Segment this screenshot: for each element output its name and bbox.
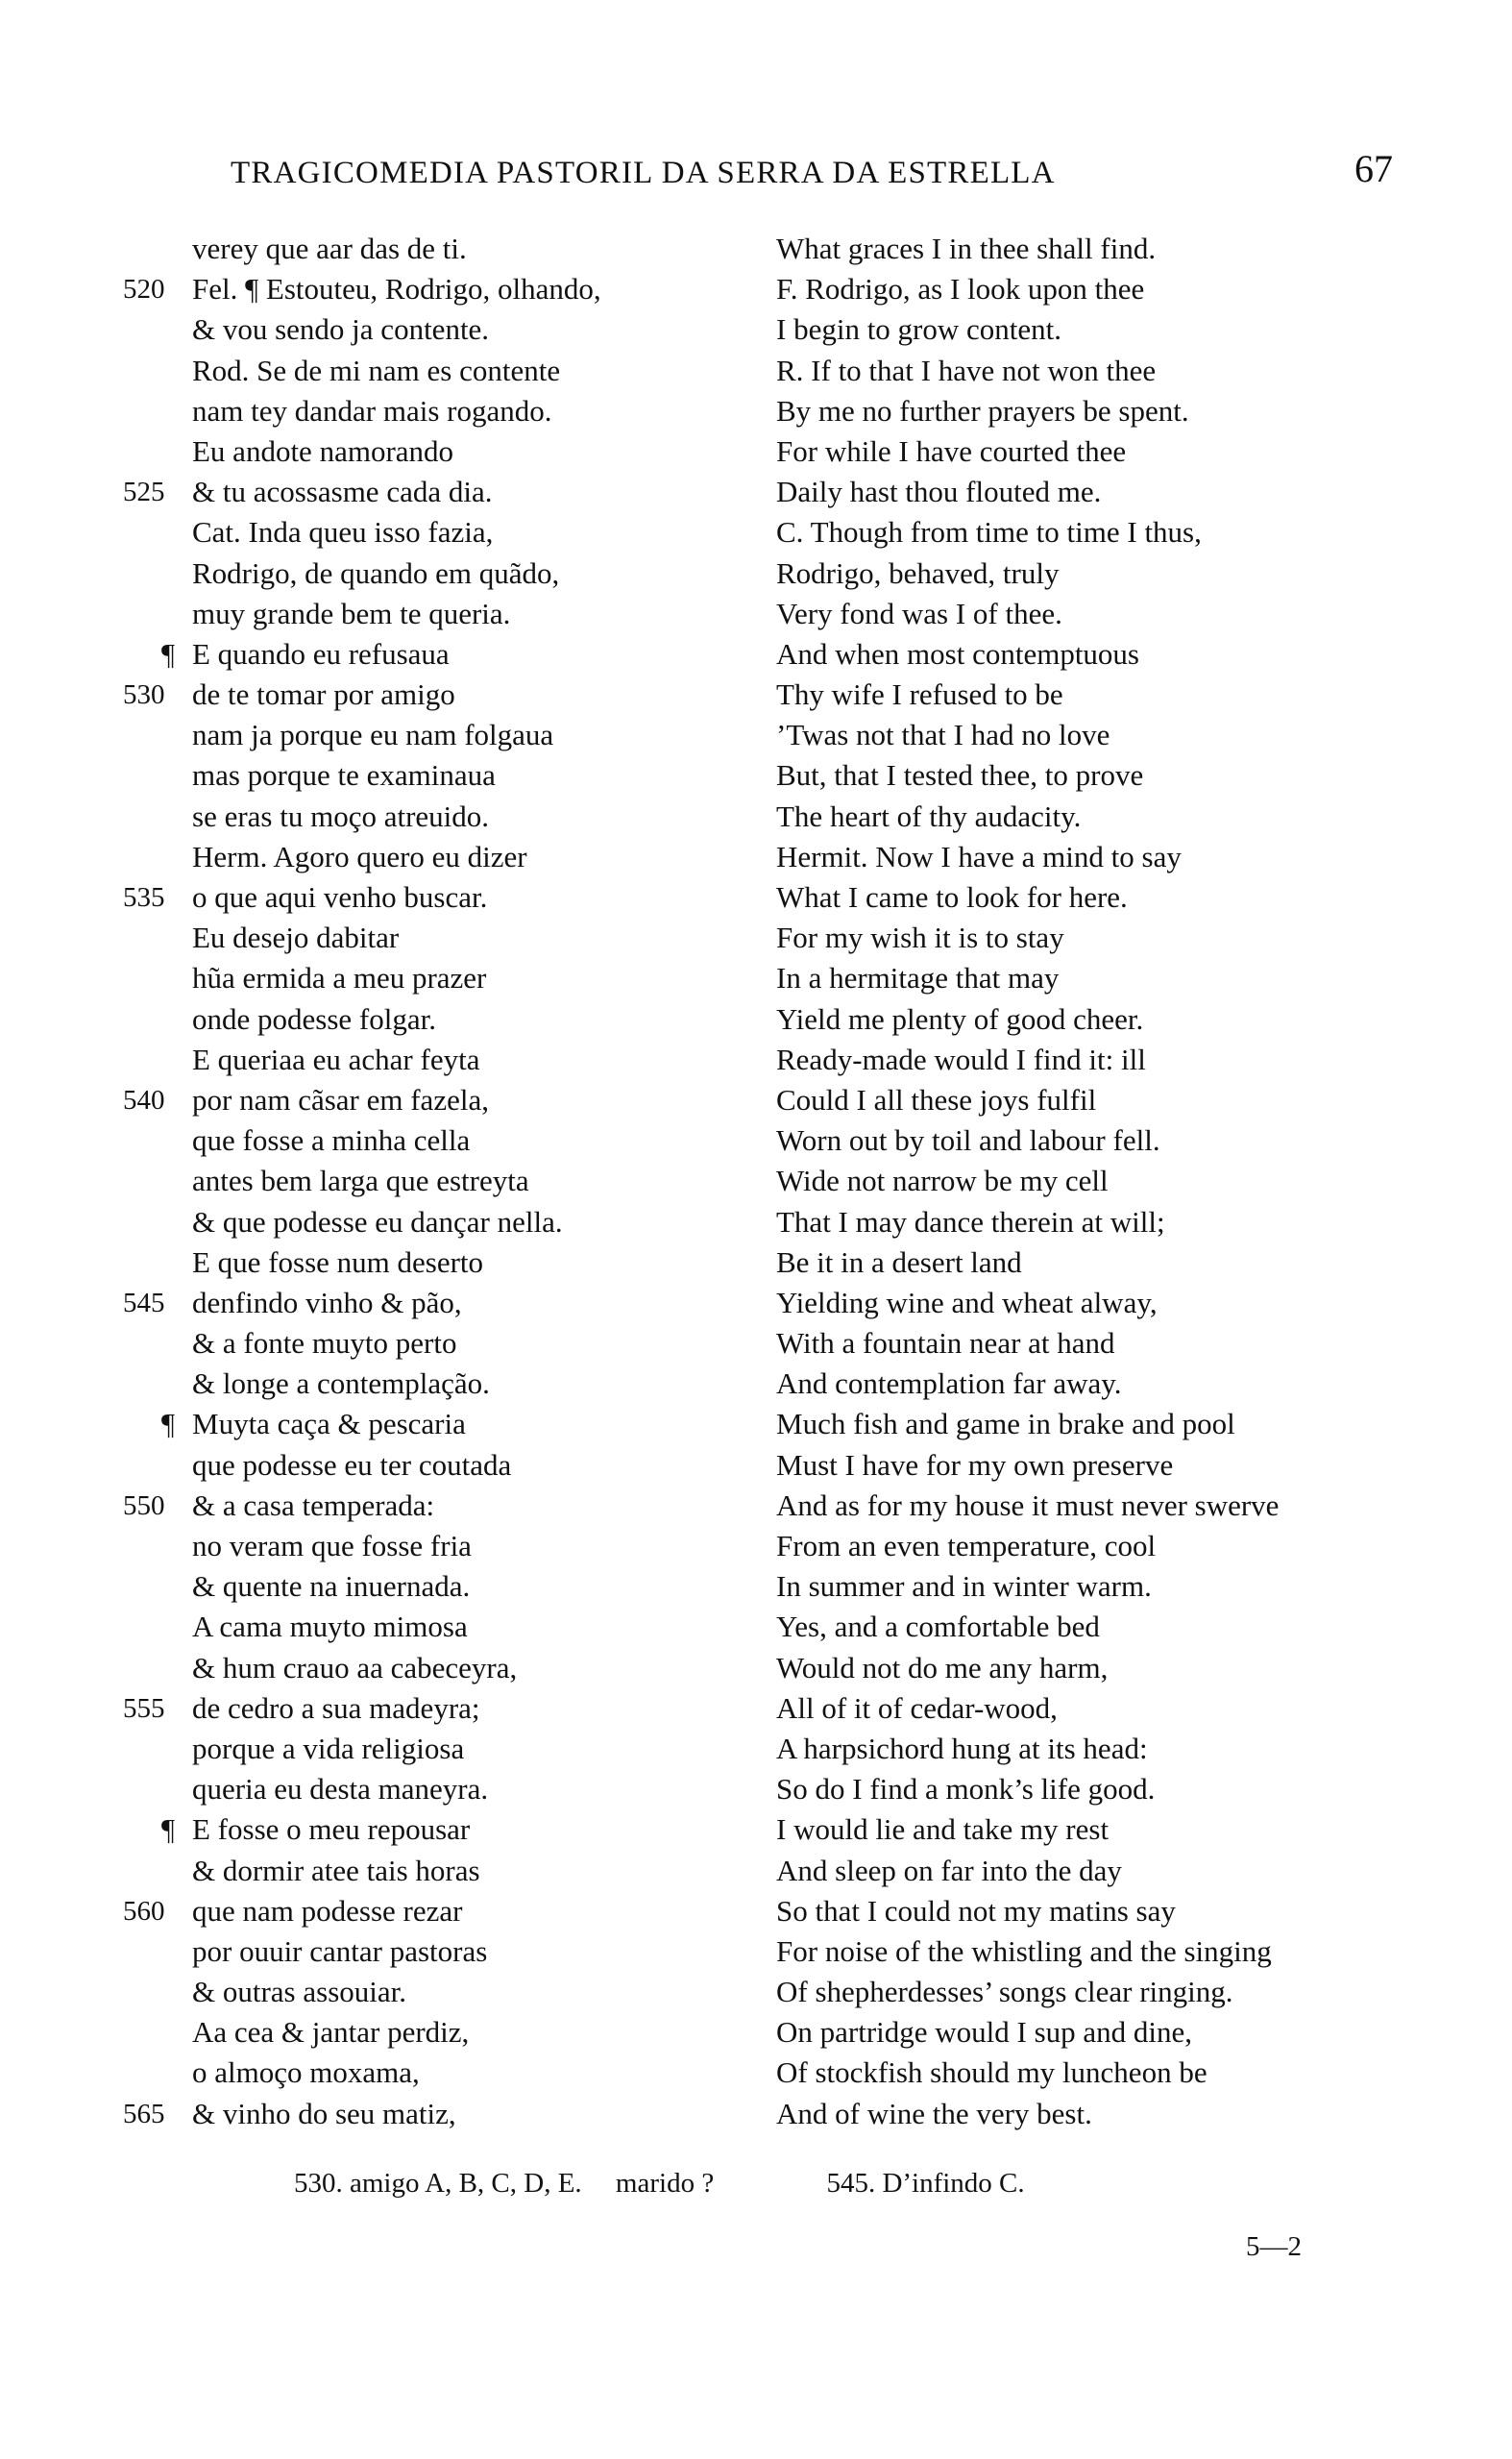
verse-line [115,1566,778,1607]
verse-line [115,1648,778,1688]
verse-text: E queriaa eu achar feyta [192,1042,480,1076]
verse-text: Fel. ¶ Estouteu, Rodrigo, olhando, [192,272,601,307]
translation-text: Yield me plenty of good cheer. [776,1001,1144,1036]
verse-line [115,755,778,796]
verse-line [115,512,778,553]
translation-text: Thy wife I refused to be [776,677,1063,712]
verse-text: Eu andote namorando [192,433,454,468]
verse-line [115,877,778,918]
verse-text: no veram que fosse fria [192,1529,472,1562]
verse-line [115,1931,778,1972]
translation-text: For while I have courted thee [776,433,1127,468]
translation-line [776,715,1506,755]
translation-line [776,877,1506,918]
translation-line [776,269,1506,309]
verse-line [115,837,778,877]
verse-text: o almoço moxama, [192,2055,420,2090]
translation-line [776,1080,1506,1120]
translation-text: And of wine the very best. [776,2096,1092,2130]
verse-text: por nam cãsar em fazela, [192,1082,489,1117]
verse-line [115,1809,778,1850]
verse-text: porque a vida religiosa [192,1731,465,1765]
verse-line [115,918,778,958]
verse-text: & vinho do seu matiz, [192,2096,456,2130]
translation-line [776,431,1506,472]
translation-text: Could I all these joys fulfil [776,1082,1097,1117]
verse-text: muy grande bem te queria. [192,596,511,630]
verse-text: onde podesse folgar. [192,1001,436,1036]
verse-text: E que fosse num deserto [192,1244,484,1279]
verse-line [115,1323,778,1364]
translation-text: ’Twas not that I had no love [776,718,1110,752]
translation-line [776,1120,1506,1161]
verse-line [115,675,778,715]
translation-text: Much fish and game in brake and pool [776,1407,1235,1441]
signature-mark: 5—2 [1246,2231,1302,2262]
verse-text: E fosse o meu repousar [192,1812,471,1847]
verse-text: & que podesse eu dançar nella. [192,1204,563,1239]
translation-text: Of shepherdesses’ songs clear ringing. [776,1975,1233,2009]
verse-text: que nam podesse rezar [192,1893,463,1928]
translation-text: Wide not narrow be my cell [776,1164,1109,1198]
translation-line [776,1688,1506,1729]
translation-line [776,553,1506,594]
verse-line [115,797,778,837]
verse-line [115,2012,778,2053]
translation-line [776,351,1506,391]
translation-line [776,1648,1506,1688]
verse-line [115,1851,778,1891]
translation-line [776,1486,1506,1526]
line-number: 520 [123,274,165,306]
translation-text: The heart of thy audacity. [776,799,1082,833]
footnote-530-conjecture: marido ? [615,2168,715,2199]
verse-line [115,1120,778,1161]
translation-line [776,1364,1506,1404]
verse-line [115,715,778,755]
verse-line [115,1242,778,1283]
translation-line [776,1729,1506,1769]
translation-text: In summer and in winter warm. [776,1569,1152,1604]
translation-line [776,594,1506,634]
translation-text: In a hermitage that may [776,961,1060,996]
translation-line [776,1607,1506,1647]
verse-text: Herm. Agoro quero eu dizer [192,839,527,873]
verse-text: Rod. Se de mi nam es contente [192,353,561,387]
verse-line [115,1445,778,1486]
translation-text: What I came to look for here. [776,880,1128,914]
verse-text: nam ja porque eu nam folgaua [192,718,554,752]
translation-line [776,472,1506,512]
verse-text: mas porque te examinaua [192,758,496,793]
verse-line [115,2053,778,2093]
translation-text: For noise of the whistling and the singing [776,1933,1272,1968]
line-number: 550 [123,1489,165,1521]
footnote-530: 530. amigo A, B, C, D, E. [294,2168,582,2199]
verse-text: & tu acossasme cada dia. [192,475,493,509]
translation-line [776,1891,1506,1931]
translation-text: But, that I tested thee, to prove [776,758,1144,793]
verse-text: denfindo vinho & pão, [192,1285,462,1319]
verse-line [115,431,778,472]
verse-line [115,1891,778,1931]
verse-text: A cama muyto mimosa [192,1610,468,1644]
translation-text: And when most contemptuous [776,636,1139,671]
line-number: 555 [123,1692,165,1724]
translation-line [776,1566,1506,1607]
translation-text: R. If to that I have not won thee [776,353,1157,387]
translation-text: That I may dance therein at will; [776,1204,1165,1239]
translation-text: So do I find a monk’s life good. [776,1772,1156,1807]
line-number: 545 [123,1287,165,1318]
portuguese-verse-column [115,229,778,2134]
verse-line [115,1364,778,1404]
footnotes [294,2168,1025,2200]
translation-line [776,1769,1506,1809]
translation-line [776,1242,1506,1283]
pilcrow-mark: ¶ [161,636,176,671]
verse-line [115,634,778,675]
translation-line [776,1404,1506,1444]
translation-text: I would lie and take my rest [776,1812,1110,1847]
translation-line [776,1202,1506,1242]
verse-line [115,351,778,391]
verse-text: & vou sendo ja contente. [192,312,490,347]
verse-line [115,2094,778,2134]
verse-line [115,1972,778,2012]
verse-text: hũa ermida a meu prazer [192,961,487,996]
translation-text: A harpsichord hung at its head: [776,1731,1148,1765]
translation-line [776,837,1506,877]
verse-line [115,229,778,269]
verse-line [115,472,778,512]
verse-line [115,1080,778,1120]
verse-text: que podesse eu ter coutada [192,1447,512,1482]
footnote-545: 545. D’infindo C. [826,2168,1025,2199]
translation-line [776,2053,1506,2093]
line-number: 530 [123,679,165,711]
translation-text: And as for my house it must never swerve [776,1488,1280,1522]
translation-line [776,1809,1506,1850]
verse-line [115,391,778,431]
translation-line [776,391,1506,431]
translation-text: With a fountain near at hand [776,1326,1115,1361]
verse-text: se eras tu moço atreuido. [192,799,490,833]
translation-line [776,309,1506,350]
running-title: TRAGICOMEDIA PASTORIL DA SERRA DA ESTRELLA [231,156,1056,190]
verse-line [115,1486,778,1526]
verse-text: que fosse a minha cella [192,1123,471,1158]
translation-text: Rodrigo, behaved, truly [776,555,1060,590]
translation-line [776,1283,1506,1323]
verse-line [115,594,778,634]
verse-text: Aa cea & jantar perdiz, [192,2015,470,2050]
translation-text: Be it in a desert land [776,1244,1022,1279]
translation-line [776,755,1506,796]
translation-text: On partridge would I sup and dine, [776,2015,1193,2050]
translation-line [776,2012,1506,2053]
translation-line [776,1161,1506,1201]
translation-text: What graces I in thee shall find. [776,232,1157,265]
verse-text: Muyta caça & pescaria [192,1407,466,1441]
translation-line [776,1851,1506,1891]
verse-text: queria eu desta maneyra. [192,1772,489,1807]
translation-line [776,1931,1506,1972]
translation-line [776,1445,1506,1486]
translation-line [776,797,1506,837]
verse-text: E quando eu refusaua [192,636,450,671]
translation-text: C. Though from time to time I thus, [776,515,1202,550]
translation-line [776,918,1506,958]
verse-line [115,553,778,594]
verse-text: & outras assouiar. [192,1975,406,2009]
verse-text: de cedro a sua madeyra; [192,1690,480,1725]
translation-text: Ready-made would I find it: ill [776,1042,1146,1076]
translation-text: Yes, and a comfortable bed [776,1610,1100,1644]
line-number: 560 [123,1895,165,1927]
verse-line [115,958,778,998]
verse-text: Eu desejo dabitar [192,921,400,955]
verse-line [115,999,778,1040]
verse-text: & hum crauo aa cabeceyra, [192,1650,518,1684]
verse-text: & a fonte muyto perto [192,1326,457,1361]
verse-line [115,1688,778,1729]
verse-text: nam tey dandar mais rogando. [192,393,552,428]
verse-line [115,269,778,309]
translation-line [776,1526,1506,1566]
verse-line [115,1526,778,1566]
translation-text: Would not do me any harm, [776,1650,1109,1684]
translation-text: F. Rodrigo, as I look upon thee [776,272,1145,307]
translation-line [776,1040,1506,1080]
translation-line [776,2094,1506,2134]
translation-text: From an even temperature, cool [776,1529,1157,1562]
translation-text: By me no further prayers be spent. [776,393,1189,428]
translation-text: And contemplation far away. [776,1366,1122,1401]
verse-text: & longe a contemplação. [192,1366,490,1401]
translation-text: For my wish it is to stay [776,921,1064,955]
verse-text: & dormir atee tais horas [192,1853,480,1887]
translation-text: Hermit. Now I have a mind to say [776,839,1182,873]
verse-line [115,1283,778,1323]
translation-line [776,1972,1506,2012]
translation-line [776,229,1506,269]
english-translation-column [776,229,1506,2134]
verse-line [115,1404,778,1444]
pilcrow-mark: ¶ [161,1407,176,1441]
translation-line [776,512,1506,553]
verse-line [115,1161,778,1201]
pilcrow-mark: ¶ [161,1812,176,1847]
translation-text: Worn out by toil and labour fell. [776,1123,1160,1158]
line-number: 540 [123,1084,165,1116]
translation-line [776,958,1506,998]
translation-text: Must I have for my own preserve [776,1447,1174,1482]
verse-line [115,309,778,350]
translation-line [776,1323,1506,1364]
verse-text: antes bem larga que estreyta [192,1164,529,1198]
translation-text: Daily hast thou flouted me. [776,475,1102,509]
verse-text: por ouuir cantar pastoras [192,1933,488,1968]
verse-line [115,1769,778,1809]
translation-text: So that I could not my matins say [776,1893,1176,1928]
verse-line [115,1729,778,1769]
verse-text: Rodrigo, de quando em quãdo, [192,555,560,590]
verse-line [115,1607,778,1647]
verse-line [115,1202,778,1242]
translation-text: Of stockfish should my luncheon be [776,2055,1207,2090]
translation-text: All of it of cedar-wood, [776,1690,1058,1725]
verse-text: verey que aar das de ti. [192,232,467,265]
verse-text: de te tomar por amigo [192,677,455,712]
verse-text: o que aqui venho buscar. [192,880,488,914]
translation-text: And sleep on far into the day [776,1853,1122,1887]
line-number: 535 [123,882,165,913]
verse-text: & quente na inuernada. [192,1569,471,1604]
line-number: 565 [123,2098,165,2129]
verse-text: & a casa temperada: [192,1488,435,1522]
translation-text: I begin to grow content. [776,312,1062,347]
page-number: 67 [1354,147,1393,190]
translation-line [776,999,1506,1040]
verse-line [115,1040,778,1080]
translation-line [776,634,1506,675]
translation-text: Very fond was I of thee. [776,596,1062,630]
page-header [231,146,1393,200]
verse-text: Cat. Inda queu isso fazia, [192,515,494,550]
line-number: 525 [123,477,165,508]
translation-text: Yielding wine and wheat alway, [776,1285,1158,1319]
translation-line [776,675,1506,715]
